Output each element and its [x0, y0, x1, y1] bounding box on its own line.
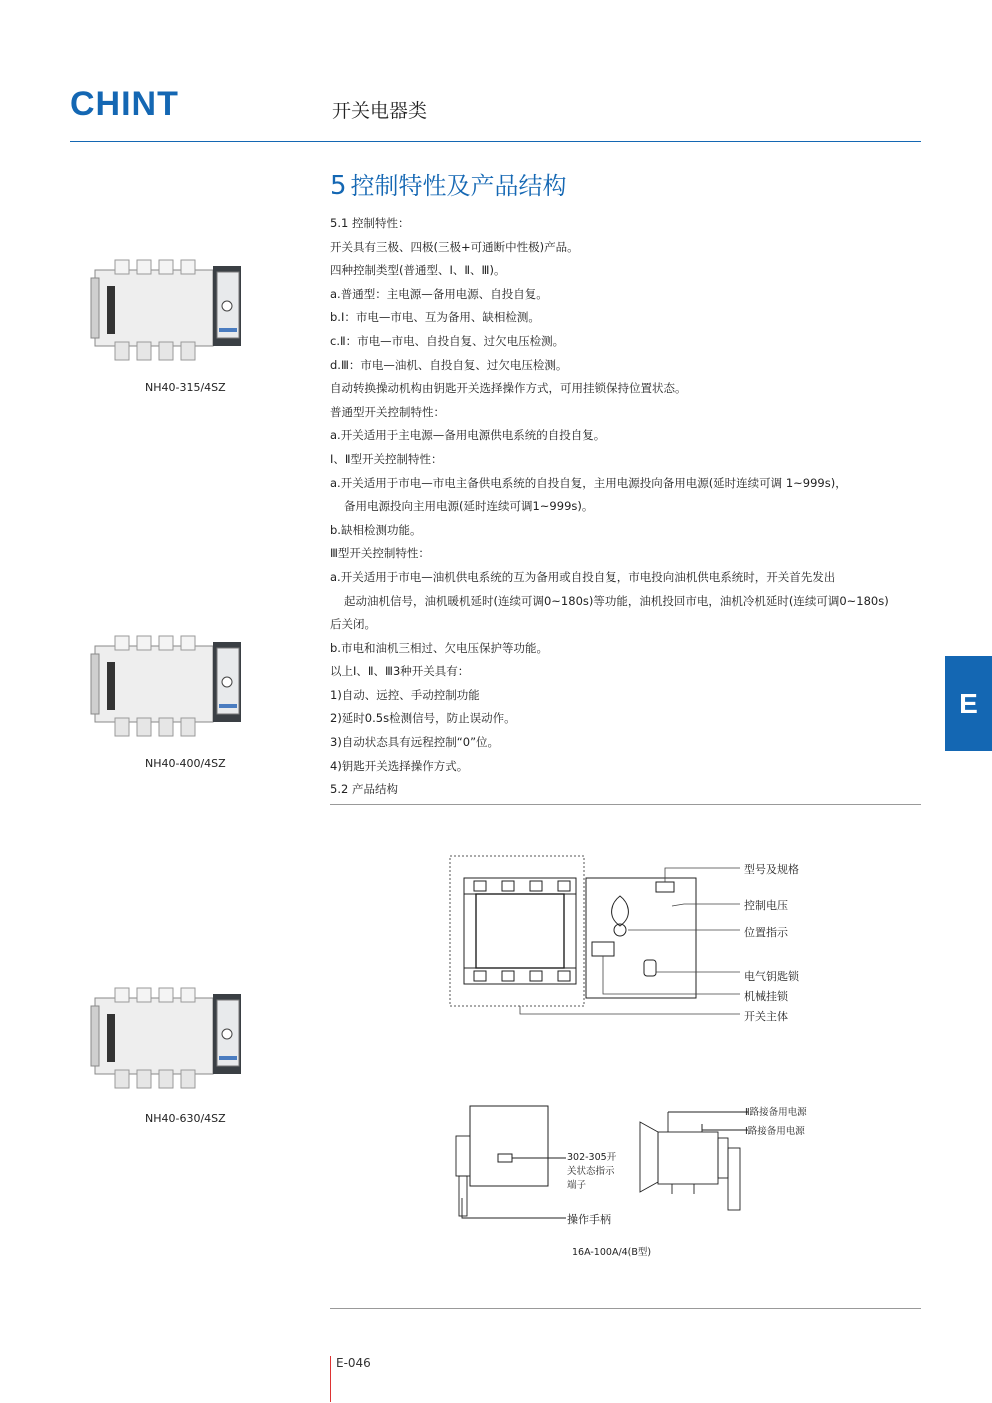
label-status-terminal-line: 端子: [567, 1180, 587, 1191]
structure-diagram: [440, 850, 740, 1030]
label-status-terminal-line: 302-305开: [567, 1152, 617, 1163]
section-divider: [330, 804, 921, 805]
body-line: a.开关适用于主电源—备用电源供电系统的自投自复。: [330, 428, 606, 443]
brand-logo: CHINT: [70, 85, 179, 123]
body-line: 自动转换操动机构由钥匙开关选择操作方式，可用挂锁保持位置状态。: [330, 381, 687, 396]
footer-divider: [330, 1308, 921, 1309]
product-image-315: [85, 256, 245, 366]
body-line: b.缺相检测功能。: [330, 522, 422, 537]
section-title-text: 控制特性及产品结构: [350, 172, 567, 200]
body-line: d.Ⅲ：市电—油机、自投自复、过欠电压检测。: [330, 357, 568, 372]
section-title: [330, 166, 567, 201]
product-caption: NH40-400/4SZ: [145, 757, 226, 770]
switch-illustration: [85, 984, 245, 1094]
page-number: E-046: [336, 1356, 371, 1370]
label-model-spec: 型号及规格: [744, 863, 799, 876]
label-line1-backup: Ⅰ路接备用电源: [745, 1126, 805, 1137]
body-line: b.Ⅰ：市电—市电、互为备用、缺相检测。: [330, 310, 540, 325]
label-line2-backup: Ⅱ路接备用电源: [745, 1107, 807, 1118]
body-text: [330, 212, 925, 802]
label-status-terminal: [567, 1151, 616, 1193]
label-position-indicator: 位置指示: [744, 926, 788, 939]
body-line: b.市电和油机三相过、欠电压保护等功能。: [330, 640, 548, 655]
label-operating-handle: 操作手柄: [567, 1213, 611, 1226]
body-line: 起动油机信号，油机暖机延时(连续可调0~180s)等功能，油机投回市电，油机冷机延时(连续可调0~180s): [344, 593, 889, 608]
chapter-tab: E: [945, 656, 992, 751]
body-line: 备用电源投向主用电源(延时连续可调1~999s)。: [344, 499, 594, 514]
section-number: 5: [330, 171, 347, 201]
label-switch-body: 开关主体: [744, 1010, 788, 1023]
body-line: Ⅲ型开关控制特性：: [330, 546, 430, 561]
product-caption: NH40-630/4SZ: [145, 1112, 226, 1125]
switch-illustration: [85, 256, 245, 366]
body-line: Ⅰ、Ⅱ型开关控制特性：: [330, 451, 443, 466]
body-line: 开关具有三极、四极(三极+可通断中性极)产品。: [330, 239, 579, 254]
body-line: 5.2 产品结构: [330, 782, 398, 797]
product-image-630: [85, 984, 245, 1094]
switch-illustration: [85, 632, 245, 742]
label-electric-key-lock: 电气钥匙锁: [744, 970, 799, 983]
label-status-terminal-line: 关状态指示: [567, 1166, 615, 1177]
body-line: 4)钥匙开关选择操作方式。: [330, 758, 469, 773]
body-line: 2)延时0.5s检测信号，防止误动作。: [330, 711, 516, 726]
header-divider: [70, 141, 921, 142]
body-line: 1)自动、远控、手动控制功能: [330, 687, 480, 702]
label-control-voltage: 控制电压: [744, 899, 788, 912]
product-caption: NH40-315/4SZ: [145, 381, 226, 394]
body-line: a.开关适用于市电—油机供电系统的互为备用或自投自复，市电投向油机供电系统时，开关首先发出: [330, 569, 836, 584]
body-line: 3)自动状态具有远程控制“0”位。: [330, 735, 500, 750]
body-line: a.开关适用于市电—市电主备供电系统的自投自复，主用电源投向备用电源(延时连续可调 1~999s)，: [330, 475, 847, 490]
category-title: 开关电器类: [332, 100, 428, 122]
diagram-caption: 16A-100A/4(B型): [572, 1247, 652, 1258]
body-line: 四种控制类型(普通型、Ⅰ、Ⅱ、Ⅲ)。: [330, 263, 506, 278]
body-line: 后关闭。: [330, 617, 376, 632]
body-line: 5.1 控制特性：: [330, 216, 410, 230]
body-line: 以上Ⅰ、Ⅱ、Ⅲ3种开关具有：: [330, 664, 470, 679]
body-line: c.Ⅱ：市电—市电、自投自复、过欠电压检测。: [330, 333, 565, 348]
body-line: a.普通型：主电源—备用电源、自投自复。: [330, 286, 548, 301]
label-mechanical-padlock: 机械挂锁: [744, 990, 788, 1003]
product-image-400: [85, 632, 245, 742]
page-marker: [330, 1356, 331, 1402]
body-line: 普通型开关控制特性：: [330, 404, 445, 419]
